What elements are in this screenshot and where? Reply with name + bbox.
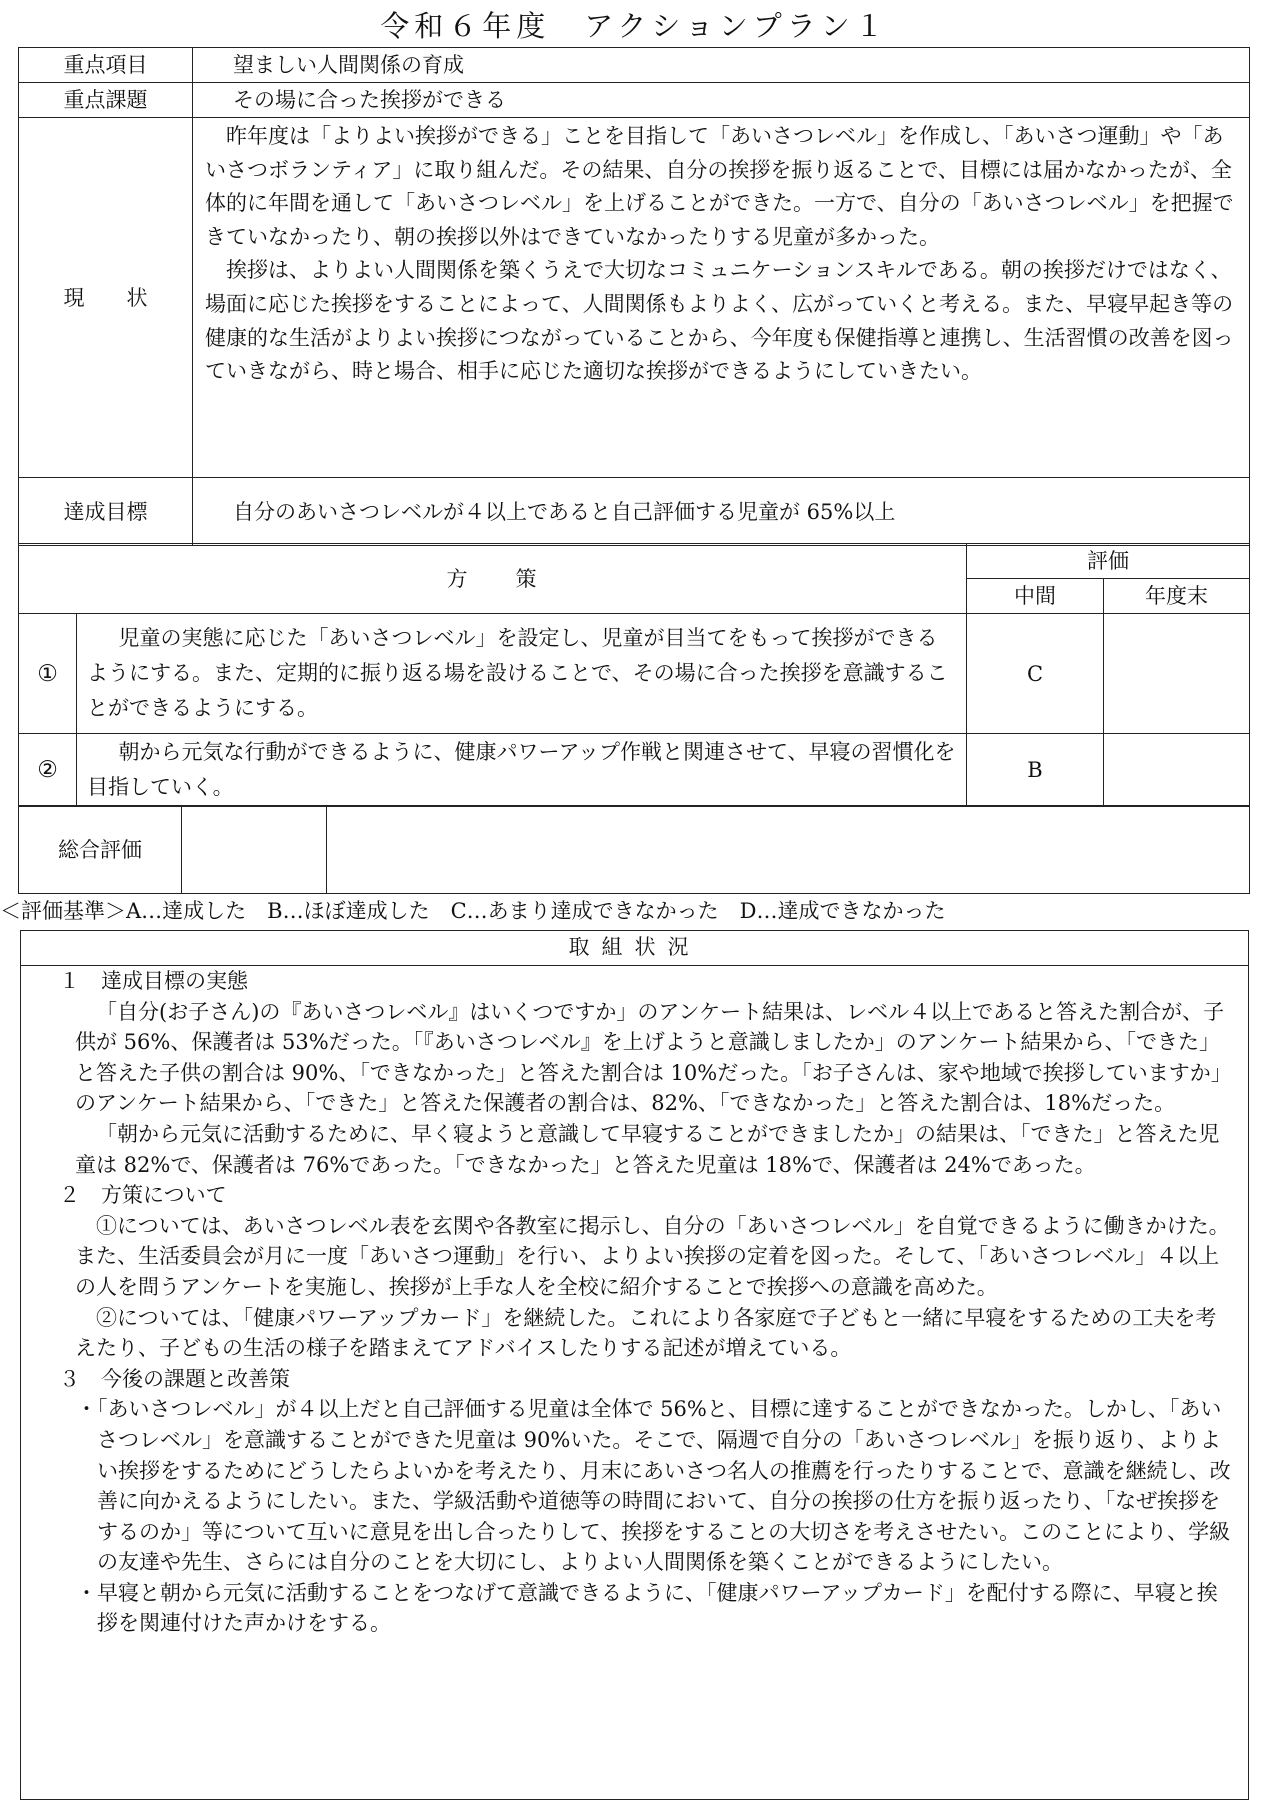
section-1-heading: １ 達成目標の実態 <box>59 969 248 993</box>
page-title: 令和６年度 アクションプラン１ <box>380 9 889 43</box>
overall-comment <box>327 806 1250 894</box>
measure-2-mid-grade: B <box>967 734 1104 807</box>
section-2-paragraph-1: ①については、あいさつレベル表を玄関や各教室に掲示し、自分の「あいさつレベル」を自覚できるように働きかけた。また、生活委員会が月に一度「あいさつ運動」を行い、よりよい挨拶の定着を図った。そして、「あいさつレベル」４以上の人を問うアンケートを実施し、挨拶が上手な人を全校に紹介することで挨拶への意識を高めた。 <box>75 1213 1230 1299</box>
current-status-text <box>193 118 1250 478</box>
goal-value: 自分のあいさつレベルが４以上であると自己評価する児童が 65%以上 <box>193 478 1250 546</box>
section-2-heading: ２ 方策について <box>59 1183 227 1208</box>
focus-item-label: 重点項目 <box>19 48 193 83</box>
focus-issue-value: その場に合った挨拶ができる <box>193 83 1250 118</box>
measure-1-mid-grade: C <box>967 614 1104 734</box>
overall-label: 総合評価 <box>19 806 182 894</box>
evaluation-end-header: 年度末 <box>1104 579 1250 614</box>
status-body <box>21 966 1248 1639</box>
goal-label: 達成目標 <box>19 478 193 546</box>
current-status-paragraph-1: 昨年度は「よりよい挨拶ができる」ことを目指して「あいさつレベル」を作成し、「あいさつ運動」や「あいさつボランティア」に取り組んだ。その結果、自分の挨拶を振り返ることで、目標には届かなかったが、全体的に年間を通して「あいさつレベル」を上げることができた。一方で、自分の「あいさつレベル」を把握できていなかったり、朝の挨拶以外はできていなかったりする児童が多かった。 <box>205 124 1234 249</box>
current-status-label: 現 状 <box>19 118 193 478</box>
status-title: 取組状況 <box>21 931 1248 966</box>
evaluation-header: 評価 <box>967 544 1250 579</box>
section-2-paragraph-2: ②については、「健康パワーアップカード」を継続した。これにより各家庭で子どもと一緒に早寝をするための工夫を考えたり、子どもの生活の様子を踏まえてアドバイスしたりする記述が増えている。 <box>75 1305 1217 1361</box>
focus-issue-label: 重点課題 <box>19 83 193 118</box>
criteria-note: ＜評価基準＞A…達成した B…ほぼ達成した C…あまり達成できなかった D…達成できなかった <box>0 899 946 923</box>
evaluation-mid-header: 中間 <box>967 579 1104 614</box>
section-3-heading: ３ 今後の課題と改善策 <box>59 1366 290 1391</box>
measure-1-text: 児童の実態に応じた「あいさつレベル」を設定し、児童が目当てをもって挨拶ができるようにする。また、定期的に振り返る場を設けることで、その場に合った挨拶を意識することができるようにする。 <box>77 614 967 734</box>
measure-1-number: ① <box>19 614 77 734</box>
measures-header: 方 策 <box>19 544 967 614</box>
section-3-bullet-2: ・早寝と朝から元気に活動することをつなげて意識できるように、「健康パワーアップカード」を配付する際に、早寝と挨拶を関連付けた声かけをする。 <box>76 1580 1218 1636</box>
measure-1-end-grade <box>1104 614 1250 734</box>
overall-grade <box>182 806 327 894</box>
current-status-paragraph-2: 挨拶は、よりよい人間関係を築くうえで大切なコミュニケーションスキルである。朝の挨拶だけではなく、場面に応じた挨拶をすることによって、人間関係もよりよく、広がっていくと考える。また、早寝早起き等の健康的な生活がよりよい挨拶につながっていることから、今年度も保健指導と連携し、生活習慣の改善を図っていきながら、時と場合、相手に応じた適切な挨拶ができるようにしていきたい。 <box>205 258 1234 384</box>
section-1-paragraph-1: 「自分(お子さん)の『あいさつレベル』はいくつですか」のアンケート結果は、レベル４以上であると答えた割合が、子供が 56%、保護者は 53%だった。「『あいさつレベル』を上げようと意識しましたか」のアンケート結果から、「できた」と答えた子供の割合は 90%、「できなかった」と答えた割合は 10%だった。「お子さんは、家や地域で挨拶していますか」のアンケート結果から、「できた」と答えた保護者の割合は、82%、「できなかった」と答えた割合は、18%だった。 <box>75 999 1232 1116</box>
measures-table <box>18 543 1250 807</box>
focus-item-value: 望ましい人間関係の育成 <box>193 48 1250 83</box>
section-1-paragraph-2: 「朝から元気に活動するために、早く寝ようと意識して早寝することができましたか」の結果は、「できた」と答えた児童は 82%で、保護者は 76%であった。「できなかった」と答えた児童は 18%で、保護者は 24%であった。 <box>75 1121 1220 1177</box>
measure-2-number: ② <box>19 734 77 807</box>
overall-table <box>18 805 1250 894</box>
measure-2-text: 朝から元気な行動ができるように、健康パワーアップ作戦と関連させて、早寝の習慣化を目指していく。 <box>77 734 967 807</box>
plan-table <box>18 47 1250 546</box>
status-section <box>20 930 1249 1800</box>
measure-2-end-grade <box>1104 734 1250 807</box>
section-3-bullet-1: ・「あいさつレベル」が４以上だと自己評価する児童は全体で 56%と、目標に達することができなかった。しかし、「あいさつレベル」を意識することができた児童は 90%いた。そこで、隔週で自分の「あいさつレベル」を振り返り、よりよい挨拶をするためにどうしたらよいかを考えたり、月末にあいさつ名人の推薦を行ったりすることで、意識を継続し、改善に向かえるようにしたい。また、学級活動や道徳等の時間において、自分の挨拶の仕方を振り返ったり、「なぜ挨拶をするのか」等について互いに意見を出し合ったりして、挨拶をすることの大切さを考えさせたい。このことにより、学級の友達や先生、さらには自分のことを大切にし、よりよい人間関係を築くことができるようにしたい。 <box>76 1397 1231 1575</box>
